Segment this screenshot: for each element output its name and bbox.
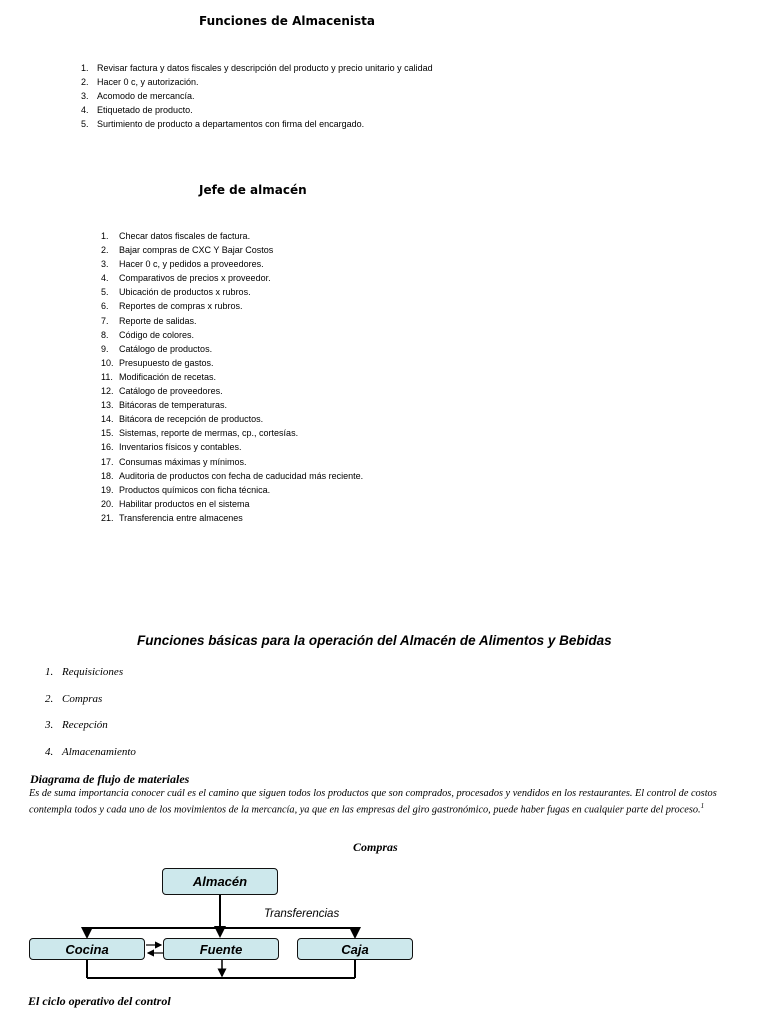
list-item-text: Productos químicos con ficha técnica. <box>119 484 271 495</box>
list-item-text: Almacenamiento <box>62 745 136 758</box>
fuente-box <box>163 938 279 960</box>
list-item-text: Revisar factura y datos fiscales y descripción del producto y precio unitario y calidad <box>97 63 433 73</box>
list-item-number: 1. <box>81 63 89 73</box>
almacen-box <box>162 868 278 895</box>
list-item-text: Ubicación de productos x rubros. <box>119 287 251 298</box>
list-item-text: Reporte de salidas. <box>119 315 197 326</box>
list-item-text: Requisiciones <box>62 666 124 678</box>
list-item-number: 13. <box>101 400 114 411</box>
paragraph-text: Es de suma importancia conocer cuál es el camino que siguen todos los productos que son comprados, procesados y vendidos en los restaurantes. El control de costos contempla todos y cada uno de los movimientos de la mercancía, ya que en las empresas del giro gastronómico, puede haber fugas en cualquier parte del proceso. <box>29 788 717 816</box>
list-item-number: 6. <box>101 301 109 312</box>
list-item-number: 12. <box>101 386 114 397</box>
list-item-number: 17. <box>101 456 114 467</box>
list-item-number: 8. <box>101 329 109 340</box>
list-item-text: Reportes de compras x rubros. <box>119 301 243 312</box>
list-item-text: Bitácora de recepción de productos. <box>119 414 264 425</box>
list-item-number: 11. <box>101 371 113 382</box>
list-item-number: 2. <box>81 77 89 88</box>
list-item-number: 4. <box>45 745 54 758</box>
list-item-text: Transferencia entre almacenes <box>119 512 243 523</box>
list-item-text: Catálogo de proveedores. <box>119 386 223 397</box>
list-item-text: Acomodo de mercancía. <box>97 91 195 102</box>
list-item-text: Modificación de recetas. <box>119 371 217 382</box>
list-item-number: 4. <box>81 105 89 116</box>
list-item-number: 3. <box>101 259 109 270</box>
list-item-number: 4. <box>101 273 109 284</box>
section-title-funciones-basicas: Funciones básicas para la operación del Almacén de Alimentos y Bebidas <box>137 633 612 648</box>
list-item-text: Código de colores. <box>119 329 195 340</box>
list-item-number: 5. <box>81 119 89 130</box>
caja-label: Caja <box>341 941 369 957</box>
almacen-label: Almacén <box>192 874 248 889</box>
list-item-number: 1. <box>101 231 109 241</box>
diagram-heading: Diagrama de flujo de materiales <box>30 772 190 786</box>
list-item-text: Auditoria de productos con fecha de caducidad más reciente. <box>119 470 364 481</box>
list-item-number: 1. <box>45 666 54 678</box>
list-item-text: Inventarios físicos y contables. <box>119 442 242 453</box>
list-item-text: Bajar compras de CXC Y Bajar Costos <box>119 245 274 256</box>
list-item-text: Hacer 0 c, y autorización. <box>97 77 199 88</box>
diagram-label-compras: Compras <box>353 840 398 854</box>
list-item-text: Compras <box>62 692 103 705</box>
cocina-box <box>29 938 145 960</box>
list-item-number: 18. <box>101 470 114 481</box>
section-title-almacenista: Funciones de Almacenista <box>199 14 375 28</box>
list-item-number: 20. <box>101 498 114 509</box>
transferencias-label: Transferencias <box>264 908 340 920</box>
list-item-number: 14. <box>101 414 114 425</box>
list-item-number: 19. <box>101 484 114 495</box>
list-item-text: Consumas máximas y mínimos. <box>119 456 247 467</box>
list-item-number: 3. <box>45 719 54 731</box>
caja-box <box>297 938 413 960</box>
footer-heading: El ciclo operativo del control <box>28 994 171 1008</box>
list-item-number: 9. <box>101 343 109 354</box>
list-item-text: Bitácoras de temperaturas. <box>119 400 228 411</box>
list-item-text: Catálogo de productos. <box>119 343 213 354</box>
list-item-text: Checar datos fiscales de factura. <box>119 231 251 241</box>
fuente-label: Fuente <box>199 941 243 957</box>
list-item-number: 5. <box>101 287 109 298</box>
list-item-text: Recepción <box>62 719 108 731</box>
list-item-text: Sistemas, reporte de mermas, cp., cortesías. <box>119 428 299 439</box>
section-title-jefe-almacen: Jefe de almacén <box>199 183 307 197</box>
cocina-label: Cocina <box>65 941 109 957</box>
footnote-mark: 1 <box>700 802 705 811</box>
list-item-text: Hacer 0 c, y pedidos a proveedores. <box>119 259 264 270</box>
list-item-text: Comparativos de precios x proveedor. <box>119 273 271 284</box>
list-item-text: Surtimiento de producto a departamentos con firma del encargado. <box>97 119 365 130</box>
list-item-number: 16. <box>101 442 114 453</box>
list-item-text: Etiquetado de producto. <box>97 105 193 116</box>
list-item-number: 15. <box>101 428 114 439</box>
list-item-number: 2. <box>45 692 54 705</box>
list-item-text: Habilitar productos en el sistema <box>119 498 250 509</box>
list-item-number: 10. <box>101 357 114 368</box>
list-item-text: Presupuesto de gastos. <box>119 357 214 368</box>
list-item-number: 2. <box>101 245 109 256</box>
list-item-number: 7. <box>101 315 109 326</box>
list-item-number: 3. <box>81 91 89 102</box>
list-item-number: 21. <box>101 512 114 523</box>
